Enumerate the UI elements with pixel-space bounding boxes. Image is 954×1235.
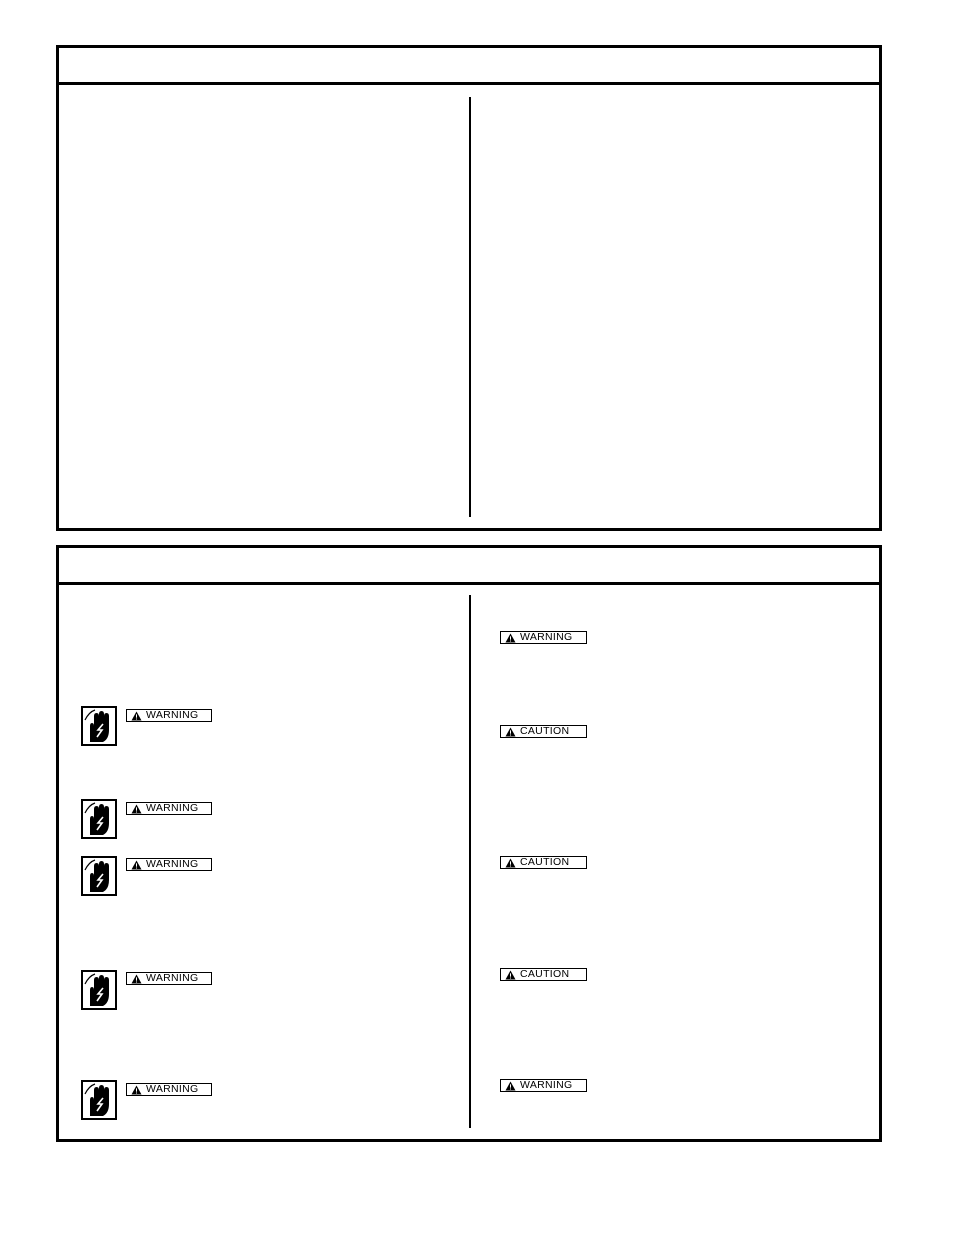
warning-label-text: WARNING [146,858,199,871]
top-panel-column-divider [469,97,471,517]
bottom-panel-header [59,548,879,585]
alert-triangle-icon [505,970,516,980]
warning-label [126,858,212,871]
warning-label-text: WARNING [520,1079,573,1092]
alert-triangle-icon [131,860,142,870]
electrical-shock-hazard-icon [81,1080,117,1120]
warning-label-text: WARNING [146,709,199,722]
warning-label [126,1083,212,1096]
electrical-shock-hazard-icon [81,799,117,839]
alert-triangle-icon [131,711,142,721]
caution-label-text: CAUTION [520,725,570,738]
warning-label [126,972,212,985]
alert-triangle-icon [505,858,516,868]
warning-label [500,631,587,644]
caution-label-text: CAUTION [520,856,570,869]
bottom-panel [56,545,882,1142]
alert-triangle-icon [131,1085,142,1095]
alert-triangle-icon [131,804,142,814]
top-panel [56,45,882,531]
warning-label-text: WARNING [520,631,573,644]
alert-triangle-icon [505,633,516,643]
warning-label-text: WARNING [146,972,199,985]
warning-label-text: WARNING [146,1083,199,1096]
electrical-shock-hazard-icon [81,856,117,896]
bottom-panel-column-divider [469,595,471,1128]
caution-label-text: CAUTION [520,968,570,981]
caution-label [500,968,587,981]
electrical-shock-hazard-icon [81,706,117,746]
caution-label [500,856,587,869]
electrical-shock-hazard-icon [81,970,117,1010]
alert-triangle-icon [131,974,142,984]
caution-label [500,725,587,738]
warning-label-text: WARNING [146,802,199,815]
warning-label [126,709,212,722]
warning-label [126,802,212,815]
top-panel-header [59,48,879,85]
alert-triangle-icon [505,1081,516,1091]
alert-triangle-icon [505,727,516,737]
warning-label [500,1079,587,1092]
